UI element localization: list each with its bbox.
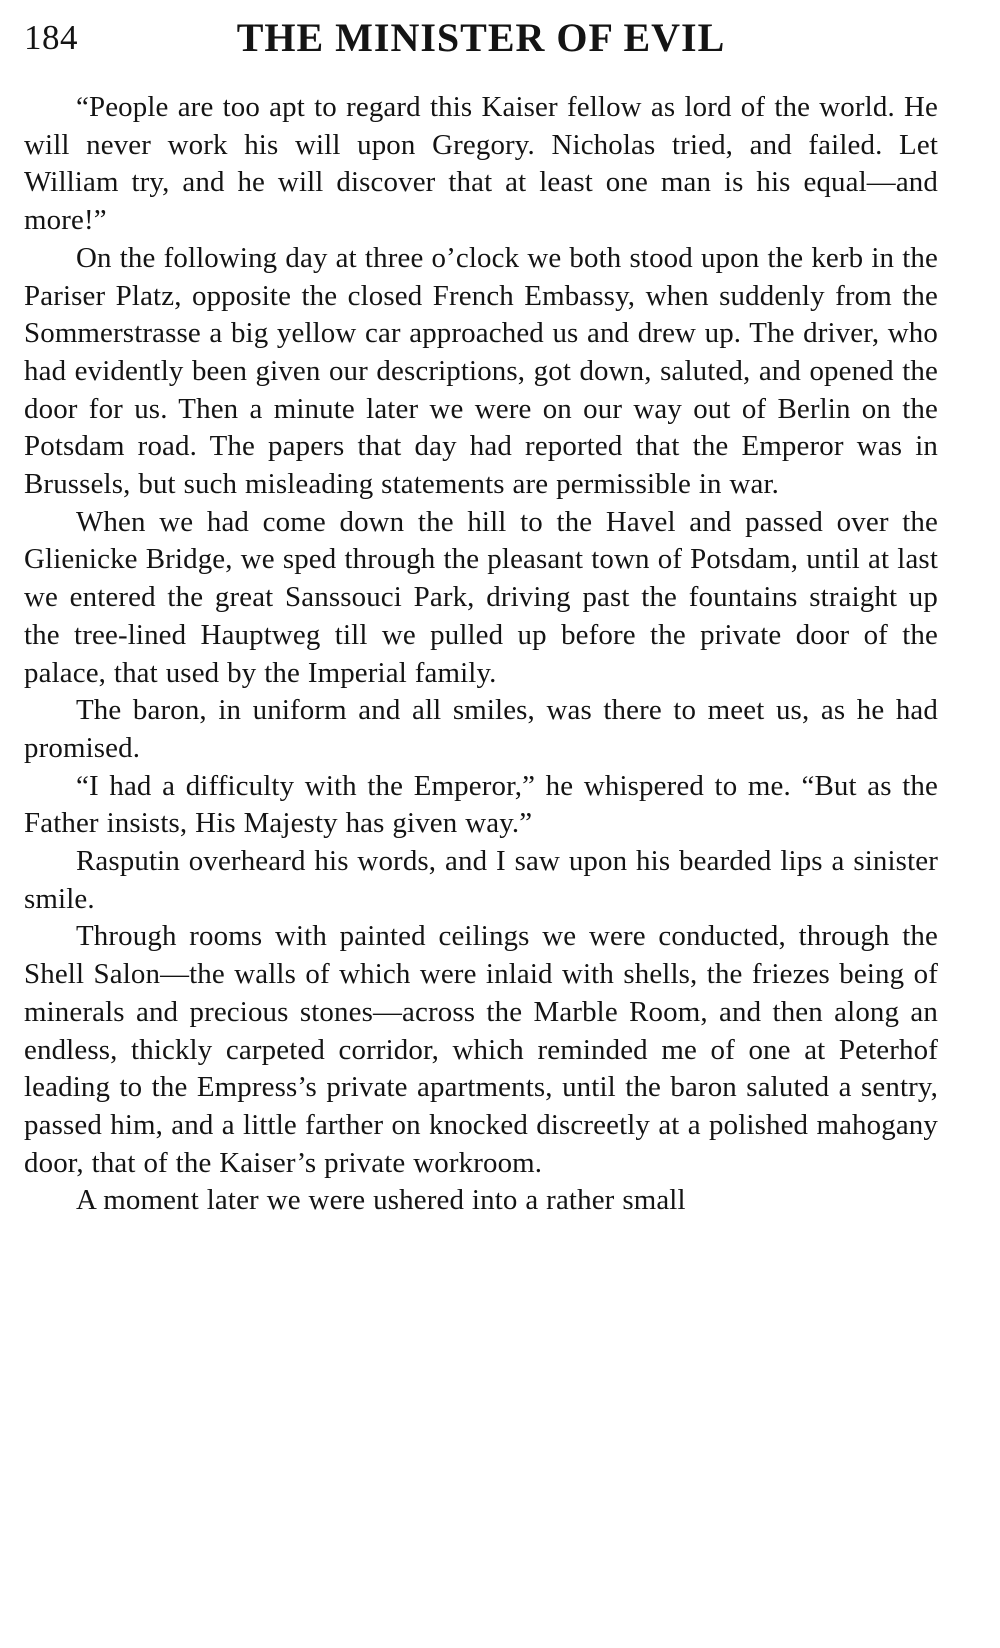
- running-title: THE MINISTER OF EVIL: [236, 15, 726, 60]
- page-number: 184: [24, 18, 78, 57]
- book-page: [24, 10, 938, 1220]
- paragraph: When we had come down the hill to the Havel and passed over the Glienicke Bridge, we sped through the pleasant town of Potsdam, until at last we entered the great Sanssouci Park, driving past the fountains straight up the tree-lined Hauptweg till we pulled up before the private door of the palace, that used by the Imperial family.: [24, 505, 938, 689]
- paragraph: On the following day at three o’clock we both stood upon the kerb in the Pariser Platz, opposite the closed French Embassy, when suddenly from the Sommerstrasse a big yellow car approached us and drew up. The driver, who had evidently been given our descriptions, got down, saluted, and opened the door for us. Then a minute later we were on our way out of Berlin on the Potsdam road. The papers that day had reported that the Emperor was in Brussels, but such misleading statements are permissible in war.: [24, 241, 938, 501]
- paragraph: Rasputin overheard his words, and I saw upon his bearded lips a sinister smile.: [24, 845, 938, 915]
- page-header: [24, 10, 938, 70]
- paragraph: A moment later we were ushered into a rather small: [76, 1184, 686, 1217]
- paragraph: “I had a difficulty with the Emperor,” he whispered to me. “But as the Father insists, His Majesty has given way.”: [24, 769, 938, 840]
- body-text: [24, 89, 938, 1220]
- paragraph: The baron, in uniform and all smiles, was there to meet us, as he had promised.: [24, 694, 938, 764]
- paragraph: Through rooms with painted ceilings we were conducted, through the Shell Salon—the walls of which were inlaid with shells, the friezes being of minerals and precious stones—across the Marble Room, and then along an endless, thickly carpeted corridor, which reminded me of one at Peterhof leading to the Empress’s private apartments, until the baron saluted a sentry, passed him, and a little farther on knocked discreetly at a polished mahogany door, that of the Kaiser’s private workroom.: [24, 920, 938, 1179]
- paragraph: “People are too apt to regard this Kaiser fellow as lord of the world. He will never work his will upon Gregory. Nicholas tried, and failed. Let William try, and he will discover that at least one man is his equal—and more!”: [24, 91, 938, 237]
